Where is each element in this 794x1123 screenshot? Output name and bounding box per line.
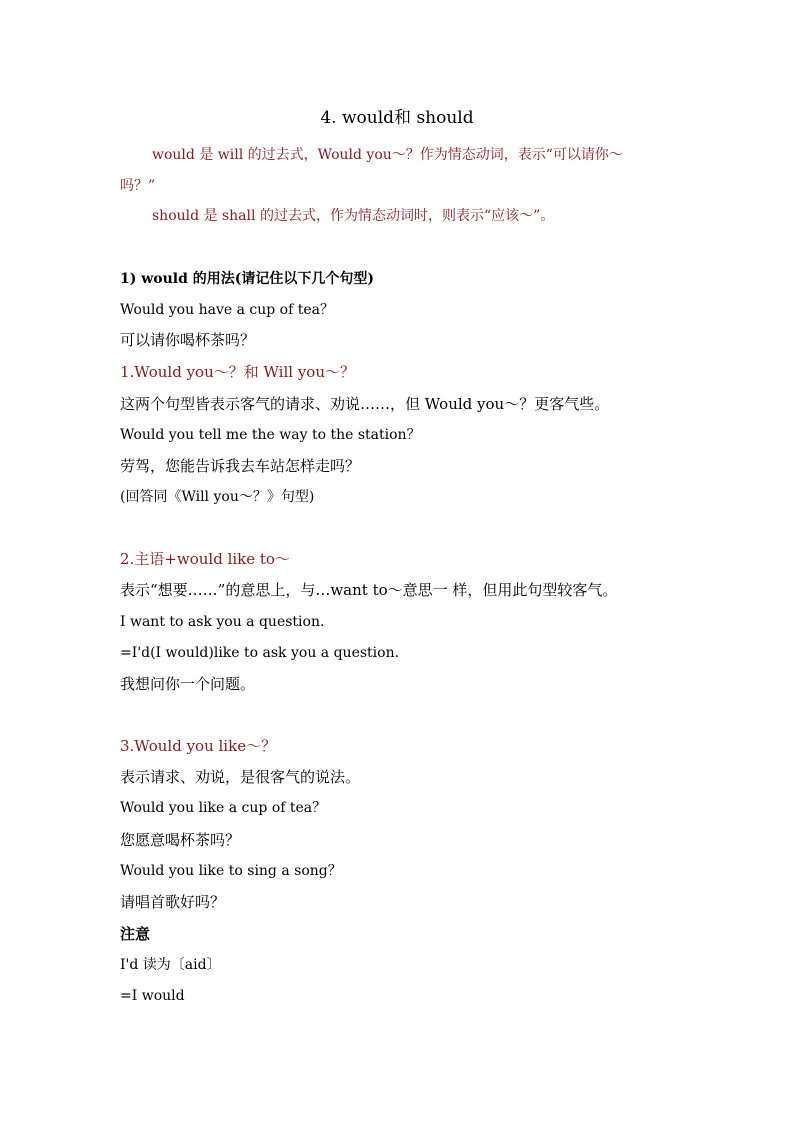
- pattern3-example-en1: Would you like a cup of tea？: [120, 800, 327, 816]
- pattern3-desc: 表示请求、劝说，是很客气的说法。: [120, 768, 361, 786]
- pattern3-example-cn2: 请唱首歌好吗？: [120, 893, 226, 911]
- note-equals: =I would: [120, 988, 185, 1004]
- pattern2-heading: 2.主语+would like to～: [120, 550, 290, 568]
- pattern3-heading: 3.Would you like～？: [120, 737, 277, 755]
- pattern1-example-cn: 劳驾，您能告诉我去车站怎样走吗？: [120, 457, 361, 475]
- section1-example-en: Would you have a cup of tea？: [120, 302, 334, 318]
- note-pronunciation: I'd 读为〔aid〕: [120, 957, 221, 973]
- section1-example-cn: 可以请你喝杯茶吗？: [120, 331, 256, 349]
- note-heading: 注意: [120, 925, 151, 943]
- pattern3-example-en2: Would you like to sing a song？: [120, 863, 342, 879]
- pattern3-example-cn1: 您愿意喝杯茶吗？: [120, 831, 241, 849]
- intro-would-line2: 吗？”: [120, 178, 156, 194]
- pattern2-example-en1: I want to ask you a question.: [120, 614, 325, 630]
- page-title: 4. would和 should: [320, 108, 474, 128]
- pattern1-note: (回答同《Will you～？》句型): [120, 489, 315, 505]
- pattern1-desc: 这两个句型皆表示客气的请求、劝说……，但 Would you～？更客气些。: [120, 395, 610, 413]
- pattern2-desc: 表示“想要……”的意思上，与…want to～意思一 样，但用此句型较客气。: [120, 581, 618, 599]
- pattern1-heading: 1.Would you～？和 Will you～？: [120, 363, 355, 381]
- section1-heading: 1) would 的用法(请记住以下几个句型): [120, 271, 375, 287]
- pattern2-example-cn: 我想问你一个问题。: [120, 675, 256, 693]
- intro-should-line: should 是 shall 的过去式，作为情态动词时，则表示“应该～”。: [152, 208, 555, 224]
- intro-would-line1: would 是 will 的过去式，Would you～？作为情态动词，表示“可以请你～: [152, 147, 623, 163]
- pattern2-example-en2: =I'd(I would)like to ask you a question.: [120, 645, 400, 661]
- pattern1-example-en: Would you tell me the way to the station？: [120, 427, 421, 443]
